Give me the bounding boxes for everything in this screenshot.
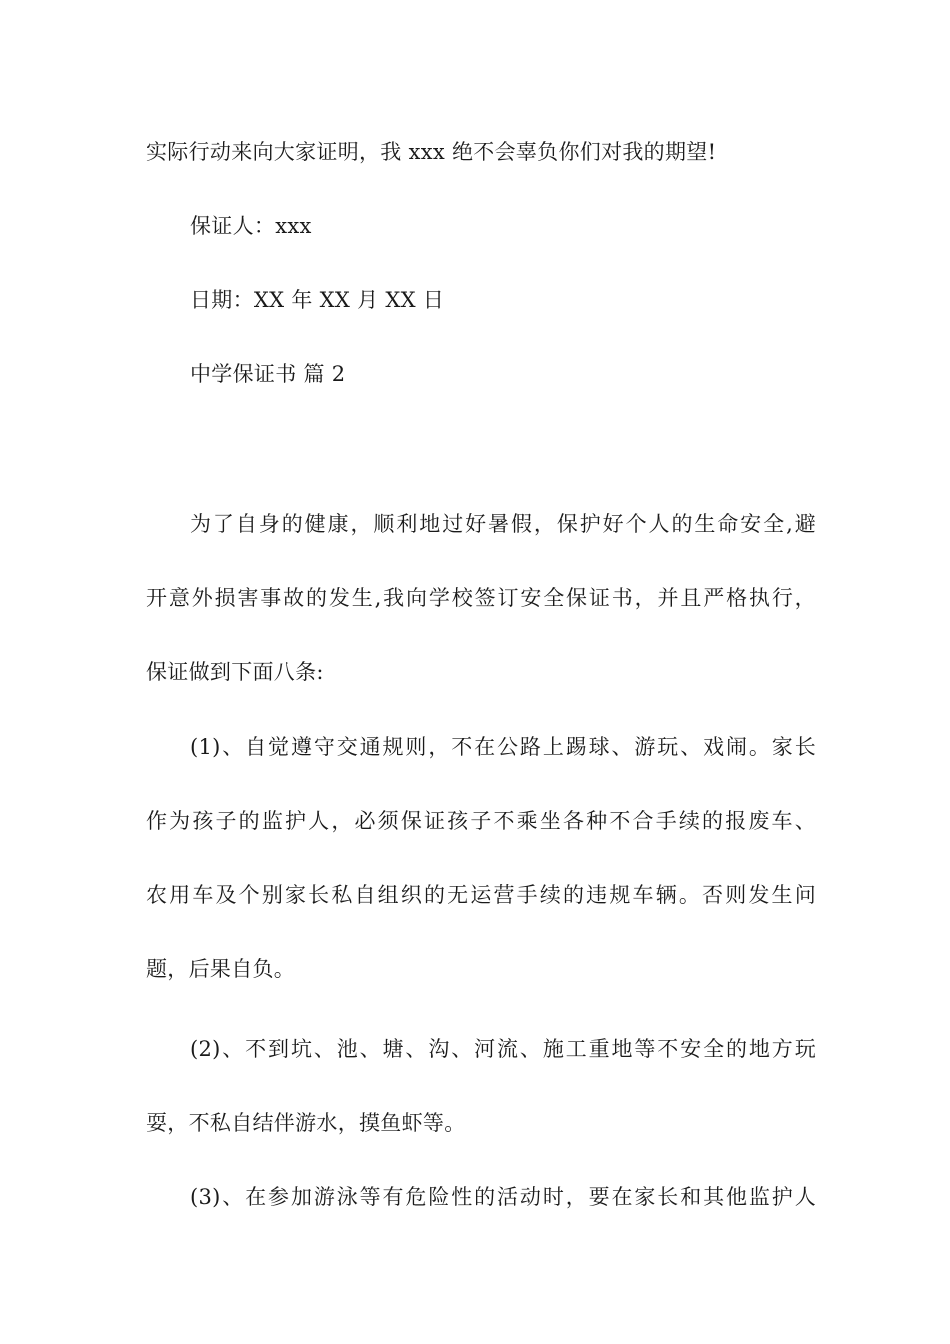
item-3-line-1: (3)、在参加游泳等有危险性的活动时，要在家长和其他监护人	[190, 1185, 816, 1209]
item-1-line-3: 农用车及个别家长私自组织的无运营手续的违规车辆。否则发生问	[146, 883, 816, 907]
date-line: 日期：XX 年 XX 月 XX 日	[190, 288, 445, 312]
guarantor-line: 保证人：xxx	[190, 214, 312, 238]
item-1-line-1: (1)、自觉遵守交通规则，不在公路上踢球、游玩、戏闹。家长	[190, 735, 816, 759]
closing-line: 实际行动来向大家证明，我 xxx 绝不会辜负你们对我的期望!	[146, 140, 717, 164]
section-heading: 中学保证书 篇 2	[190, 362, 346, 386]
item-2-line-2: 耍，不私自结伴游水，摸鱼虾等。	[146, 1111, 466, 1135]
paragraph-intro-line-3: 保证做到下面八条:	[146, 660, 324, 684]
item-1-line-4: 题，后果自负。	[146, 957, 296, 981]
item-1-line-2: 作为孩子的监护人，必须保证孩子不乘坐各种不合手续的报废车、	[146, 809, 816, 833]
item-2-line-1: (2)、不到坑、池、塘、沟、河流、施工重地等不安全的地方玩	[190, 1037, 816, 1061]
paragraph-intro-line-1: 为了自身的健康，顺利地过好暑假，保护好个人的生命安全,避	[190, 512, 816, 536]
paragraph-intro-line-2: 开意外损害事故的发生,我向学校签订安全保证书，并且严格执行，	[146, 586, 816, 610]
